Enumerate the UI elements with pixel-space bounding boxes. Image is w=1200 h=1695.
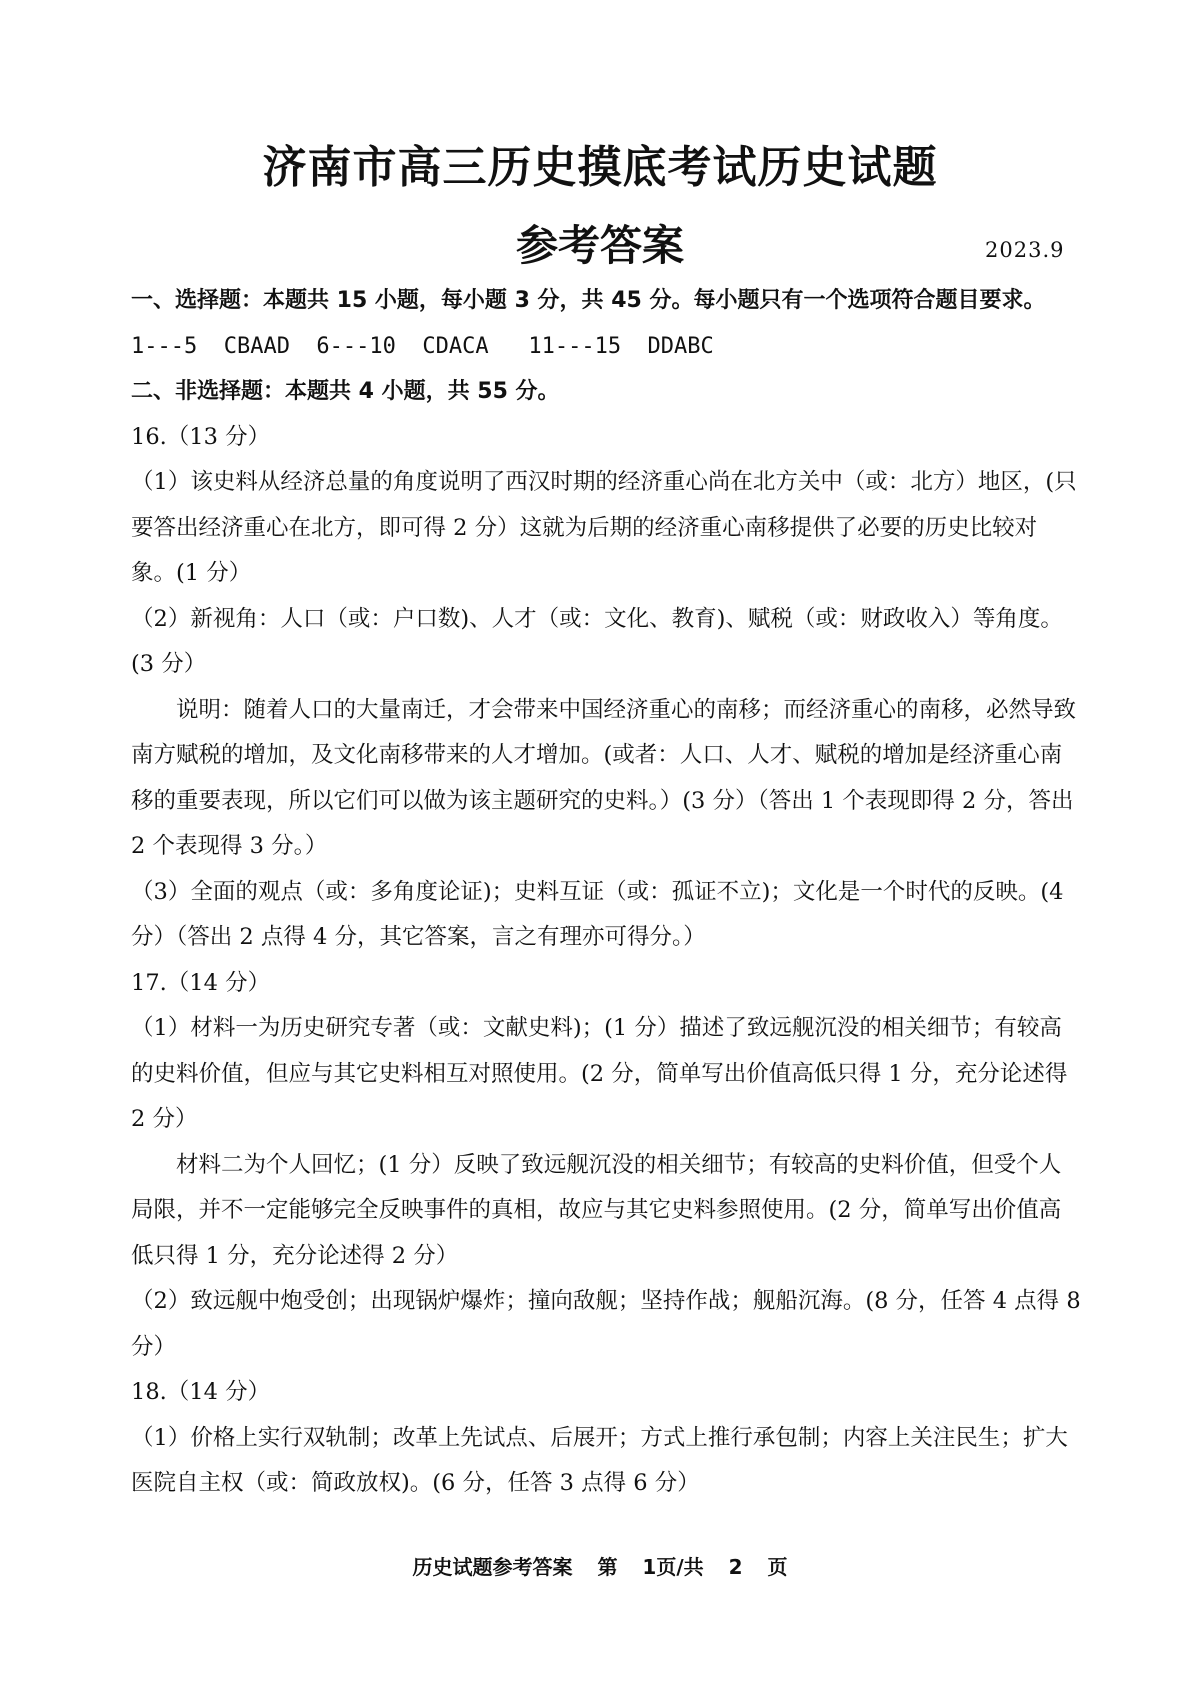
q16-part1: （1）该史料从经济总量的角度说明了西汉时期的经济重心尚在北方关中（或：北方）地区，(只要答出经济重心在北方，即可得 2 分）这就为后期的经济重心南移提供了必要的历史比较对象。(1 分） xyxy=(131,469,1077,586)
q18-part1: （1）价格上实行双轨制；改革上先试点、后展开；方式上推行承包制；内容上关注民生；扩大医院自主权（或：简政放权)。(6 分，任答 3 点得 6 分） xyxy=(131,1424,1068,1496)
q17-label: 17.（14 分） xyxy=(131,969,271,996)
page-footer xyxy=(0,1553,1200,1581)
page-subtitle: 参考答案 xyxy=(515,221,684,270)
q17-part2: （2）致远舰中炮受创；出现锅炉爆炸；撞向敌舰；坚持作战；舰船沉海。(8 分，任答 4 点得 8 分） xyxy=(131,1288,1081,1360)
q17-material2: 材料二为个人回忆；(1 分）反映了致远舰沉没的相关细节；有较高的史料价值，但受个人局限，并不一定能够完全反映事件的真相，故应与其它史料参照使用。(2 分，简单写出价值高低只得 1 分，充分论述得 2 分） xyxy=(131,1151,1062,1269)
q16-label: 16.（13 分） xyxy=(131,423,271,450)
q17-part1: （1）材料一为历史研究专著（或：文献史料)；(1 分）描述了致远舰沉没的相关细节；有较高的史料价值，但应与其它史料相互对照使用。(2 分，简单写出价值高低只得 1 分，充分论述得 2 分） xyxy=(131,1015,1068,1132)
exam-date: 2023.9 xyxy=(985,238,1065,262)
multiple-choice-answers: 1---5 CBAAD 6---10 CDACA 11---15 DDABC xyxy=(131,333,714,359)
page-title: 济南市高三历史摸底考试历史试题 xyxy=(262,142,938,193)
q16-part2: （2）新视角：人口（或：户口数)、人才（或：文化、教育)、赋税（或：财政收入）等角度。(3 分） xyxy=(131,605,1063,677)
q16-explanation: 说明：随着人口的大量南迁，才会带来中国经济重心的南移；而经济重心的南移，必然导致南方赋税的增加，及文化南移带来的人才增加。(或者：人口、人才、赋税的增加是经济重心南移的重要表现，所以它们可以做为该主题研究的史料。）(3 分）（答出 1 个表现即得 2 分，答出 2 个表现得 3 分。） xyxy=(131,696,1077,859)
section1-heading: 一、选择题：本题共 15 小题，每小题 3 分，共 45 分。每小题只有一个选项符合题目要求。 xyxy=(131,288,1046,313)
q16-part3: （3）全面的观点（或：多角度论证)；史料互证（或：孤证不立)；文化是一个时代的反映。(4 分）（答出 2 点得 4 分，其它答案，言之有理亦可得分。） xyxy=(131,878,1064,950)
q18-label: 18.（14 分） xyxy=(131,1379,271,1405)
footer-doc-name: 历史试题参考答案 xyxy=(412,1555,573,1579)
answer-content xyxy=(131,278,1081,1507)
section2-heading: 二、非选择题：本题共 4 小题，共 55 分。 xyxy=(131,379,560,404)
footer-page-info: 第 1页/共 2 页 xyxy=(597,1555,788,1579)
